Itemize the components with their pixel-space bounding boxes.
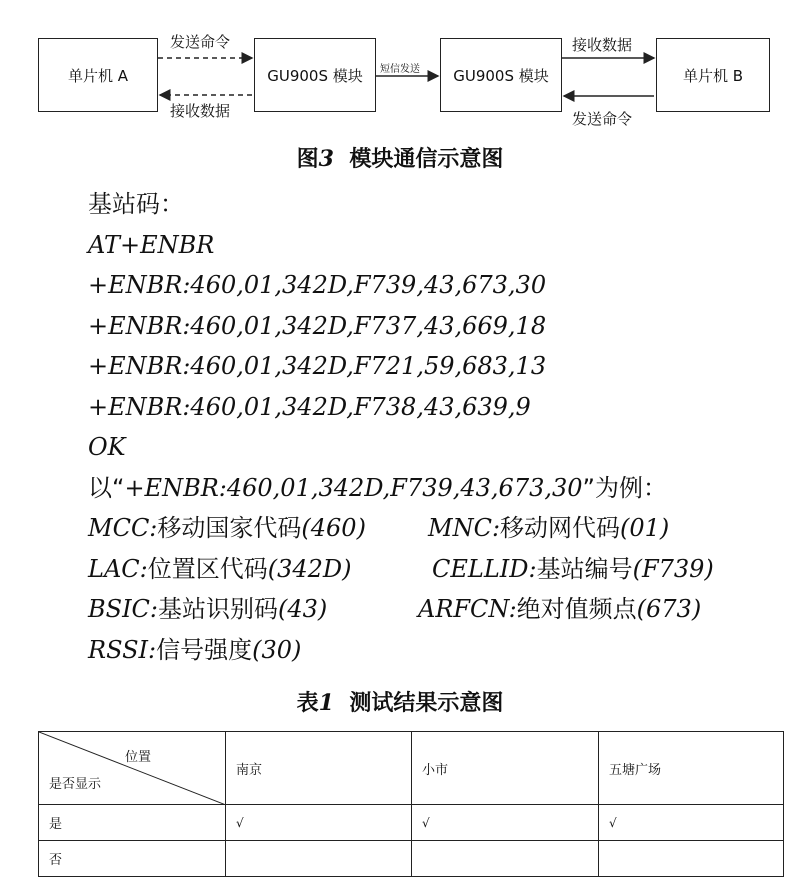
recv-data-left-label: 接收数据	[170, 102, 231, 120]
at-command-listing	[88, 184, 788, 670]
empty-cell	[226, 841, 412, 877]
header-display-label: 是否显示	[49, 777, 102, 792]
field-value: (460)	[301, 514, 366, 542]
table-row	[39, 841, 784, 877]
field-key: CELLID:	[432, 554, 537, 583]
communication-diagram	[0, 0, 800, 140]
field-desc: 基站识别码	[158, 595, 279, 623]
field-desc: 基站编号	[536, 554, 633, 583]
empty-cell	[412, 841, 599, 877]
code-line: +ENBR:460,01,342D,F738,43,639,9	[88, 392, 531, 421]
field-key: MCC:	[88, 514, 158, 542]
row-label: 是	[39, 805, 226, 841]
example-prefix: 以“	[88, 473, 125, 502]
module-left-label: GU900S 模块	[267, 66, 363, 85]
check-cell: √	[226, 805, 412, 841]
field-pair	[88, 508, 428, 549]
empty-cell	[599, 841, 784, 877]
mcu-a-label: 单片机 A	[67, 66, 129, 85]
example-line	[88, 468, 788, 509]
field-value: (673)	[636, 595, 702, 623]
table-header-row	[39, 732, 784, 805]
field-desc: 绝对值频点	[516, 595, 637, 623]
field-key: RSSI:	[88, 635, 157, 664]
sms-send-label: 短信发送	[380, 64, 420, 75]
diagonal-line	[39, 732, 226, 805]
send-cmd-right-label: 发送命令	[572, 110, 633, 128]
code-line: +ENBR:460,01,342D,F739,43,673,30	[88, 271, 547, 299]
field-pair	[88, 589, 418, 630]
figure-caption-prefix: 图	[296, 147, 319, 172]
field-value: (30)	[252, 635, 302, 664]
field-value: (01)	[620, 514, 670, 542]
example-value: +ENBR:460,01,342D,F739,43,673,30	[124, 473, 583, 502]
check-cell: √	[599, 805, 784, 841]
table-caption	[0, 686, 800, 717]
field-pair	[418, 589, 701, 630]
field-desc: 移动网代码	[500, 514, 621, 542]
example-suffix: ”为例：	[582, 473, 667, 502]
field-pair	[88, 549, 432, 590]
field-desc: 移动国家代码	[157, 514, 302, 542]
header-position-label: 位置	[124, 750, 151, 765]
column-header: 南京	[226, 732, 412, 805]
module-left-box	[254, 38, 376, 112]
field-pair	[428, 508, 669, 549]
field-value: (342D)	[267, 554, 352, 583]
field-pair	[432, 549, 714, 590]
field-key: ARFCN:	[418, 595, 517, 623]
figure-caption	[0, 142, 800, 173]
table-row	[39, 805, 784, 841]
column-header: 小市	[412, 732, 599, 805]
check-cell: √	[412, 805, 599, 841]
row-label: 否	[39, 841, 226, 877]
field-line	[88, 549, 788, 590]
field-desc: 信号强度	[156, 635, 253, 664]
code-line: +ENBR:460,01,342D,F721,59,683,13	[88, 352, 547, 380]
figure-caption-text: 模块通信示意图	[349, 147, 504, 172]
column-header: 五塘广场	[599, 732, 784, 805]
code-line: OK	[88, 433, 126, 461]
code-line: AT+ENBR	[88, 230, 215, 259]
code-line: +ENBR:460,01,342D,F737,43,669,18	[88, 311, 547, 340]
field-value: (43)	[278, 595, 328, 623]
module-right-box	[440, 38, 562, 112]
mcu-b-box	[656, 38, 770, 112]
field-key: LAC:	[88, 554, 148, 583]
diagonal-header-cell	[39, 732, 226, 805]
field-desc: 位置区代码	[147, 554, 268, 583]
field-value: (F739)	[632, 554, 714, 583]
field-key: BSIC:	[88, 595, 159, 623]
mcu-a-box	[38, 38, 158, 112]
module-right-label: GU900S 模块	[453, 66, 549, 85]
send-cmd-left-label: 发送命令	[170, 33, 231, 51]
table-caption-number: 1	[318, 690, 334, 716]
mcu-b-label: 单片机 B	[682, 66, 744, 85]
field-line	[88, 589, 788, 630]
results-table	[38, 731, 784, 877]
field-line	[88, 630, 788, 671]
figure-caption-number: 3	[318, 146, 334, 172]
recv-data-right-label: 接收数据	[572, 36, 633, 54]
listing-heading: 基站码：	[88, 190, 184, 218]
field-key: MNC:	[428, 514, 501, 542]
table-caption-prefix: 表	[296, 691, 319, 716]
table-caption-text: 测试结果示意图	[349, 691, 504, 716]
field-line	[88, 508, 788, 549]
